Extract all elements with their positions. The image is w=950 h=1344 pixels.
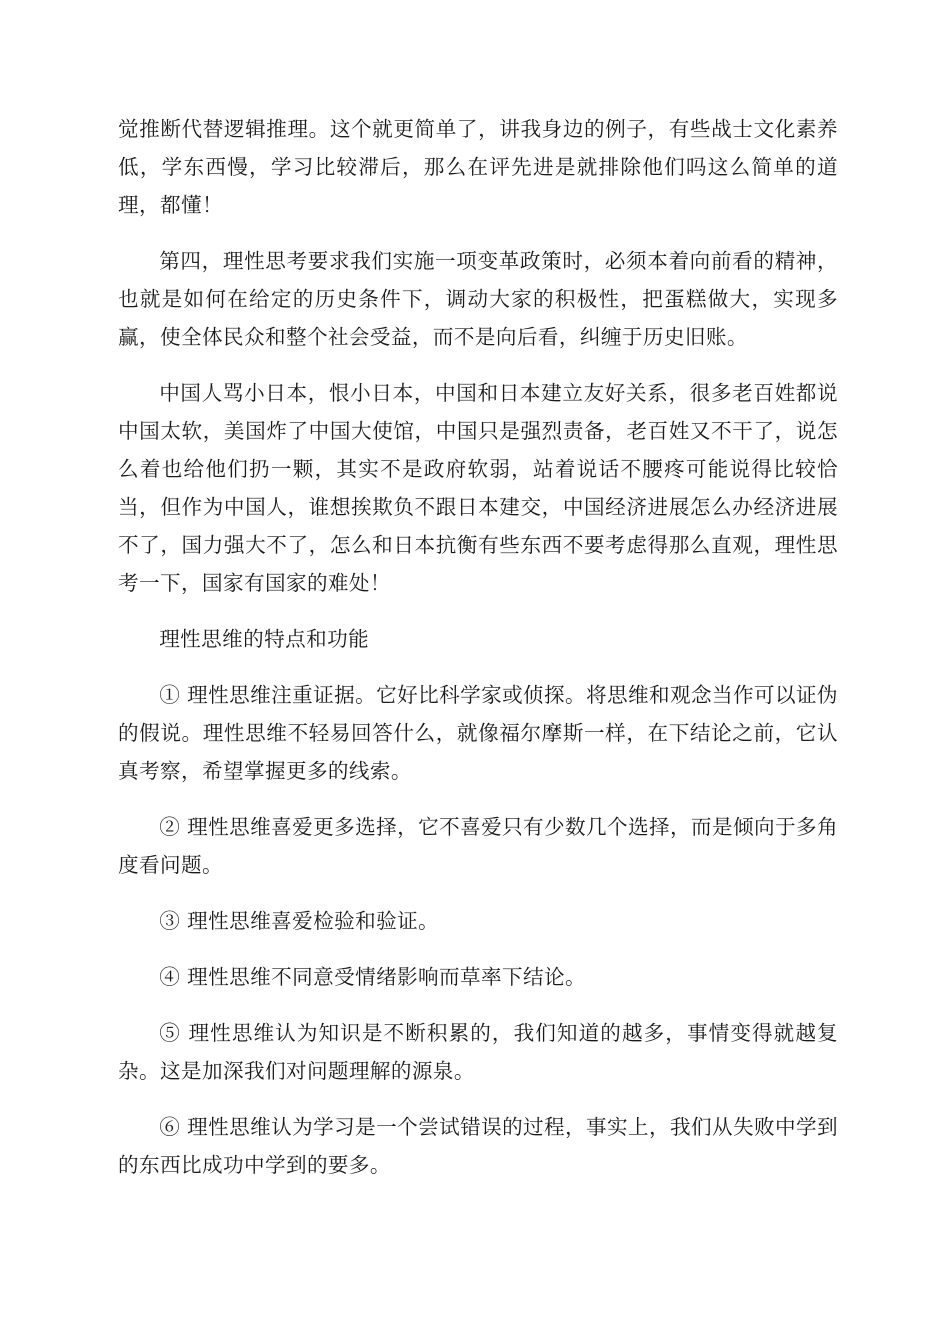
list-item-4: ④ 理性思维不同意受情绪影响而草率下结论。	[159, 965, 587, 989]
list-item-1: ① 理性思维注重证据。它好比科学家或侦探。将思维和观念当作可以证伪的假说。理性思维不轻易回答什么，就像福尔摩斯一样，在下结论之前，它认真考察，希望掌握更多的线索。	[118, 683, 838, 783]
list-item-3: ③ 理性思维喜爱检验和验证。	[159, 909, 440, 933]
list-item-6: ⑥ 理性思维认为学习是一个尝试错误的过程，事实上，我们从失败中学到的东西比成功中学到的要多。	[118, 1115, 838, 1177]
section-heading: 理性思维的特点和功能	[159, 627, 370, 651]
document-page	[118, 110, 838, 1202]
paragraph-fourth-point: 第四，理性思考要求我们实施一项变革政策时，必须本着向前看的精神，也就是如何在给定的历史条件下，调动大家的积极性，把蛋糕做大，实现多赢，使全体民众和整个社会受益，而不是向后看，纠缠于历史旧账。	[118, 249, 838, 349]
paragraph-example: 中国人骂小日本，恨小日本，中国和日本建立友好关系，很多老百姓都说中国太软，美国炸了中国大使馆，中国只是强烈责备，老百姓又不干了，说怎么着也给他们扔一颗，其实不是政府软弱，站着说话不腰疼可能说得比较恰当，但作为中国人，谁想挨欺负不跟日本建交，中国经济进展怎么办经济进展不了，国力强大不了，怎么和日本抗衡有些东西不要考虑得那么直观，理性思考一下，国家有国家的难处！	[118, 381, 838, 595]
list-item-5: ⑤ 理性思维认为知识是不断积累的，我们知道的越多，事情变得就越复杂。这是加深我们对问题理解的源泉。	[118, 1021, 838, 1083]
paragraph-continuation: 觉推断代替逻辑推理。这个就更简单了，讲我身边的例子，有些战士文化素养低，学东西慢，学习比较滞后，那么在评先进是就排除他们吗这么简单的道理，都懂！	[118, 117, 838, 217]
list-item-2: ② 理性思维喜爱更多选择，它不喜爱只有少数几个选择，而是倾向于多角度看问题。	[118, 815, 838, 877]
